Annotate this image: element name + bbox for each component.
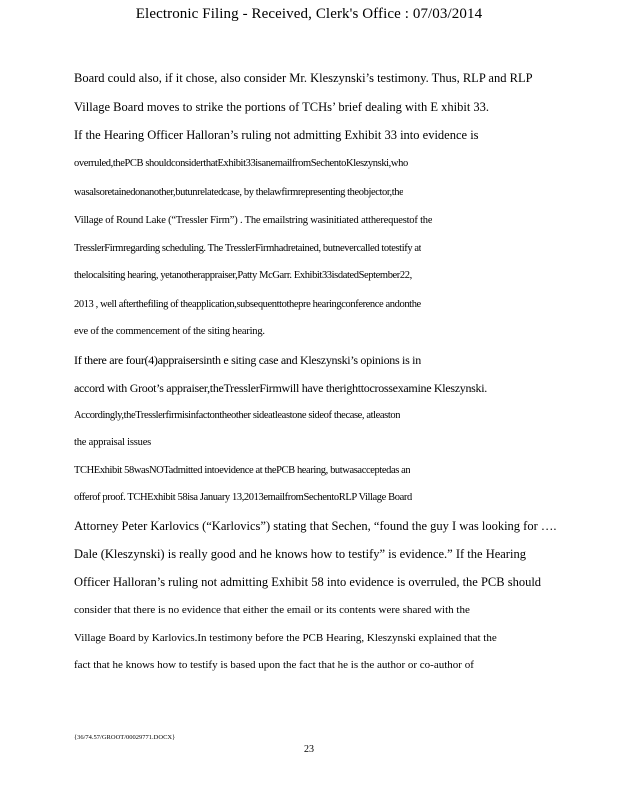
text-line-14: the appraisal issues <box>74 437 152 448</box>
text-line-10: eve of the commencement of the siting hearing. <box>74 326 265 337</box>
text-line-5: wasalsoretainedonanother,butunrelatedcase, by thelawfirmrepresenting theobjector,the <box>74 187 404 198</box>
text-line-1: Board could also, if it chose, also consider Mr. Kleszynski’s testimony. Thus, RLP and RLP <box>74 71 533 85</box>
text-line-8: thelocalsiting hearing, yetanotherappraiser,Patty McGarr. Exhibit33isdatedSeptember22, <box>74 270 412 281</box>
text-line-12: accord with Groot’s appraiser,theTresslerFirmwill have therighttocrossexamine Kleszynski. <box>74 381 487 395</box>
text-line-21: Village Board by Karlovics.In testimony before the PCB Hearing, Kleszynski explained that the <box>74 632 497 644</box>
text-line-3: If the Hearing Officer Halloran’s ruling not admitting Exhibit 33 into evidence is <box>74 128 479 142</box>
page-number: 23 <box>304 744 314 755</box>
text-line-22: fact that he knows how to testify is based upon the fact that he is the author or co-author of <box>74 659 474 671</box>
text-line-9: 2013 , well afterthefiling of theapplication,subsequenttothepre hearingconference andonthe <box>74 299 421 310</box>
text-line-2: Village Board moves to strike the portions of TCHs’ brief dealing with E xhibit 33. <box>74 100 490 114</box>
text-line-4: overruled,thePCB shouldconsiderthatExhibit33isanemailfromSechentoKleszynski,who <box>74 158 408 169</box>
filing-header: Electronic Filing - Received, Clerk's Office : 07/03/2014 <box>135 6 483 22</box>
text-line-16: offerof proof. TCHExhibit 58isa January 13,2013emailfromSechentoRLP Village Board <box>74 492 412 503</box>
text-line-13: Accordingly,theTresslerfirmisinfactontheother sideatleastone sideof thecase, atleaston <box>74 410 401 421</box>
text-line-15: TCHExhibit 58wasNOTadmitted intoevidence at thePCB hearing, butwasacceptedas an <box>74 465 411 476</box>
text-line-19: Officer Halloran’s ruling not admitting Exhibit 58 into evidence is overruled, the PCB should <box>74 575 542 589</box>
document-reference: {36/74.57/GROOT/00029771.DOCX} <box>74 734 176 741</box>
text-line-7: TresslerFirmregarding scheduling. The TresslerFirmhadretained, butnevercalled totestify at <box>74 243 422 254</box>
text-line-17: Attorney Peter Karlovics (“Karlovics”) stating that Sechen, “found the guy I was looking for …. <box>74 519 557 533</box>
text-line-18: Dale (Kleszynski) is really good and he knows how to testify” is evidence.” If the Hearing <box>74 547 526 561</box>
text-line-6: Village of Round Lake (“Tressler Firm”) . The emailstring wasinitiated attherequestof the <box>74 215 433 226</box>
text-line-20: consider that there is no evidence that either the email or its contents were shared with the <box>74 604 470 616</box>
text-line-11: If there are four(4)appraisersinth e siting case and Kleszynski’s opinions is in <box>74 353 421 367</box>
